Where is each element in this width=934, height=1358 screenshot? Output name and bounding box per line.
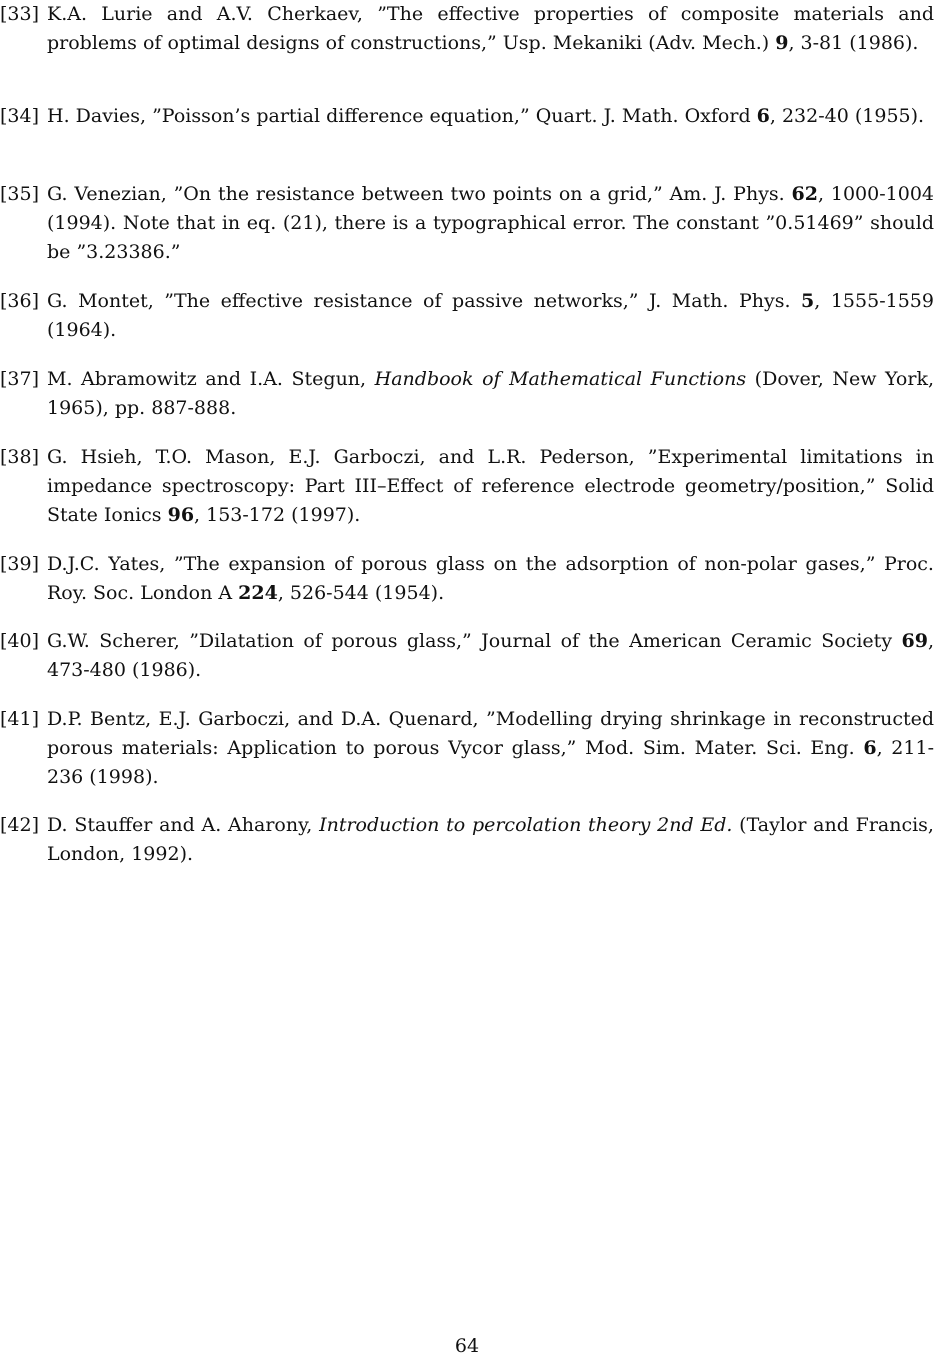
- reference-authors: D.P. Bentz, E.J. Garboczi, and D.A. Quenard,: [47, 708, 487, 730]
- reference-text: [47, 811, 934, 869]
- reference-42: [0, 811, 934, 869]
- reference-volume: 6: [863, 737, 877, 759]
- reference-38: [0, 443, 934, 530]
- reference-book-title: Handbook of Mathematical Functions: [374, 368, 747, 390]
- reference-pages-year: , 153-172 (1997).: [194, 504, 361, 526]
- reference-35: [0, 180, 934, 267]
- reference-number: [38]: [0, 446, 40, 468]
- reference-authors: H. Davies,: [47, 105, 153, 127]
- reference-text: [47, 550, 934, 608]
- reference-authors: G.W. Scherer,: [47, 630, 190, 652]
- reference-39: [0, 550, 934, 608]
- reference-authors: G. Hsieh, T.O. Mason, E.J. Garboczi, and L.R. Pederson,: [47, 446, 648, 468]
- reference-volume: 224: [238, 582, 278, 604]
- reference-title: ”The effective properties of composite materials and problems of optimal designs of constructions,”: [47, 3, 934, 54]
- reference-number: [42]: [0, 814, 40, 836]
- reference-title: ”On the resistance between two points on a grid,”: [173, 183, 670, 205]
- reference-text: [47, 705, 934, 792]
- reference-source: J. Math. Phys.: [649, 290, 802, 312]
- reference-authors: D.J.C. Yates,: [47, 553, 174, 575]
- reference-40: [0, 627, 934, 685]
- reference-title: ”Dilatation of porous glass,”: [189, 630, 482, 652]
- reference-volume: 9: [775, 32, 789, 54]
- reference-number: [34]: [0, 105, 40, 127]
- reference-41: [0, 705, 934, 792]
- reference-source: Usp. Mekaniki (Adv. Mech.): [502, 32, 776, 54]
- reference-source: Quart. J. Math. Oxford: [535, 105, 757, 127]
- reference-pages-year: , 3-81 (1986).: [788, 32, 919, 54]
- reference-source: Journal of the American Ceramic Society: [481, 630, 902, 652]
- reference-number: [36]: [0, 290, 40, 312]
- reference-title: ”The effective resistance of passive networks,”: [164, 290, 650, 312]
- reference-title: ”Modelling drying shrinkage in reconstructed porous materials: Application to porous Vycor glass,”: [47, 708, 934, 759]
- reference-33: [0, 0, 934, 58]
- reference-34: [0, 102, 934, 131]
- reference-source: Am. J. Phys.: [669, 183, 792, 205]
- reference-number: [41]: [0, 708, 40, 730]
- page-number: 64: [454, 1335, 480, 1357]
- reference-authors: M. Abramowitz and I.A. Stegun,: [47, 368, 375, 390]
- reference-source: Solid State Ionics: [47, 475, 934, 526]
- reference-pages-year: , 1555-1559 (1964).: [47, 290, 934, 341]
- reference-text: [47, 287, 934, 345]
- reference-title: ”Poisson’s partial difference equation,”: [152, 105, 536, 127]
- reference-pages-year: , 473-480 (1986).: [47, 630, 934, 681]
- reference-text: [47, 443, 934, 530]
- reference-authors: G. Montet,: [47, 290, 165, 312]
- reference-publisher: (Dover, New York, 1965), pp. 887-888.: [47, 368, 934, 419]
- reference-number: [39]: [0, 553, 40, 575]
- reference-pages-year: , 526-544 (1954).: [277, 582, 445, 604]
- reference-book-title: Introduction to percolation theory 2nd Ed.: [319, 814, 733, 836]
- reference-title: ”The expansion of porous glass on the adsorption of non-polar gases,”: [173, 553, 884, 575]
- reference-volume: 62: [791, 183, 818, 205]
- reference-volume: 96: [167, 504, 195, 526]
- reference-text: [47, 627, 934, 685]
- reference-text: [47, 0, 934, 58]
- reference-authors: K.A. Lurie and A.V. Cherkaev,: [47, 3, 378, 25]
- reference-pages-year: , 1000-1004 (1994). Note that in eq. (21), there is a typographical error. The constant ”0.51469” should be ”3.23386.”: [47, 183, 934, 263]
- reference-source: Mod. Sim. Mater. Sci. Eng.: [585, 737, 864, 759]
- reference-title: ”Experimental limitations in impedance spectroscopy: Part III–Effect of reference electrode geometry/position,”: [47, 446, 934, 497]
- reference-37: [0, 365, 934, 423]
- reference-publisher: (Taylor and Francis, London, 1992).: [47, 814, 934, 865]
- reference-text: [47, 102, 934, 131]
- reference-volume: 69: [901, 630, 928, 652]
- reference-number: [40]: [0, 630, 40, 652]
- reference-authors: G. Venezian,: [47, 183, 174, 205]
- reference-authors: D. Stauffer and A. Aharony,: [47, 814, 320, 836]
- reference-volume: 5: [801, 290, 815, 312]
- reference-pages-year: , 211-236 (1998).: [47, 737, 934, 788]
- reference-source: Proc. Roy. Soc. London A: [47, 553, 934, 604]
- reference-text: [47, 180, 934, 267]
- reference-36: [0, 287, 934, 345]
- reference-text: [47, 365, 934, 423]
- reference-volume: 6: [756, 105, 770, 127]
- reference-number: [37]: [0, 368, 40, 390]
- reference-pages-year: , 232-40 (1955).: [769, 105, 925, 127]
- reference-number: [33]: [0, 3, 40, 25]
- reference-number: [35]: [0, 183, 40, 205]
